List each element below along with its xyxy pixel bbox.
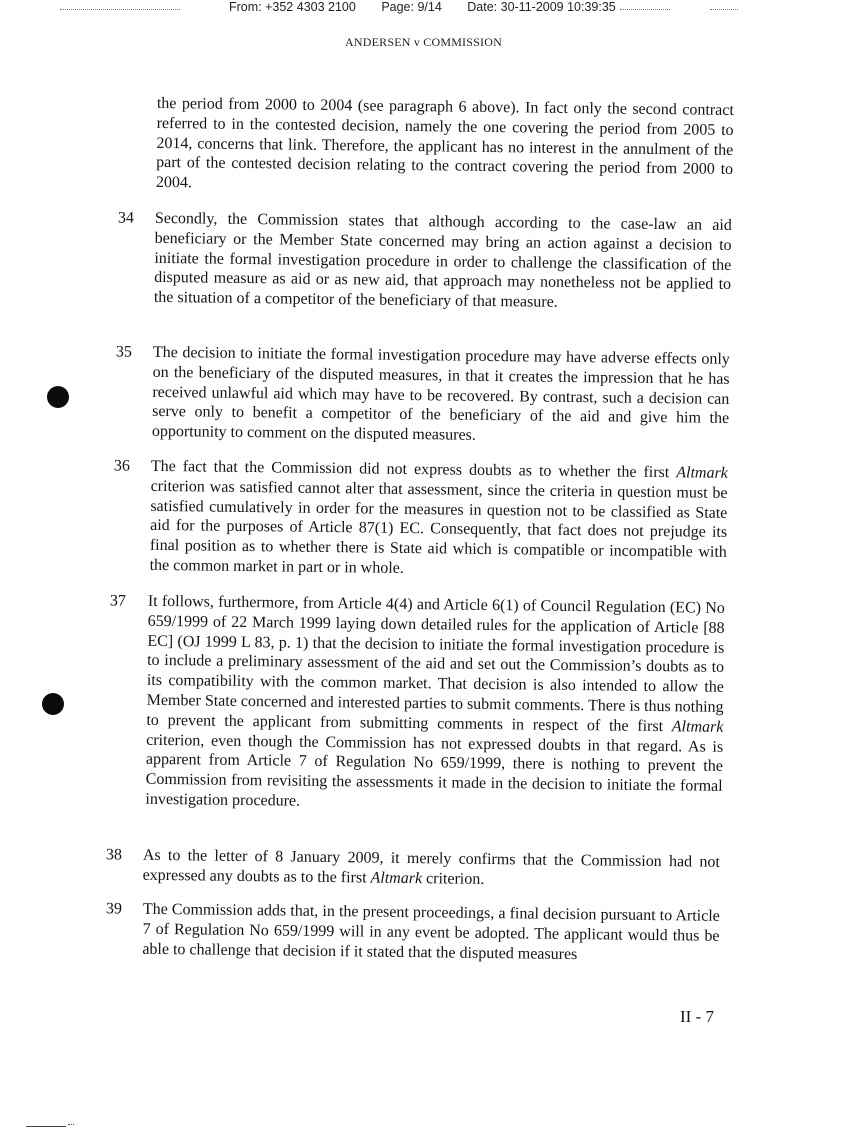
text-before: It follows, furthermore, from Article 4(4) and Article 6(1) of Council Regulation (EC) No 659/1999 of 22 March 1999 laying down detailed rules for the application of Article [88 EC] (OJ 1999 L 83, p. 1) that the decision to initiate the formal investigation procedure is to include a preliminary assessment of the aid and set out the Commission’s doubts as to its compatibility with the common market. That decision is also intended to allow the Member State concerned and interested parties to submit comments. There is thus nothing to prevent the applicant from submitting comments in respect of the first	[146, 592, 725, 735]
paragraph-text: The Commission adds that, in the present proceedings, a final decision pursuant to Article 7 of Regulation No 659/1999 will in any event be adopted. The applicant would thus be able to challenge that decision if it stated that the disputed measures	[142, 900, 720, 963]
punch-hole-mark	[42, 693, 64, 715]
paragraph-number: 34	[117, 209, 134, 227]
paragraph-number: 37	[109, 592, 126, 610]
paragraph-38	[0, 844, 847, 888]
paragraph-37	[0, 590, 847, 810]
paragraph-number: 39	[105, 900, 122, 918]
fax-from: From: +352 4303 2100	[229, 0, 356, 14]
paragraph-number: 38	[105, 846, 122, 864]
bottom-rule	[26, 1126, 66, 1127]
text-before: As to the letter of 8 January 2009, it merely confirms that the Commission had not expressed any doubts as to the first	[142, 846, 720, 887]
fax-noise-left	[60, 9, 180, 14]
fax-page: Page: 9/14	[381, 0, 442, 14]
punch-hole-mark	[47, 386, 69, 408]
fax-noise-right	[710, 9, 738, 14]
fax-noise-mid	[620, 9, 670, 14]
fax-header	[229, 0, 638, 14]
paragraph-34	[0, 207, 847, 312]
paragraph-number: 35	[115, 343, 132, 361]
fax-date: Date: 30-11-2009 10:39:35	[467, 0, 616, 14]
paragraph-39	[0, 898, 847, 963]
text-before: The fact that the Commission did not express doubts as to whether the first	[150, 457, 677, 482]
paragraph-text	[143, 846, 720, 893]
paragraph-36	[0, 455, 847, 577]
paragraph-text: The decision to initiate the formal investigation procedure may have adverse effects only on the beneficiary of the disputed measures, in that it creates the impression that he has received unlawful aid which may have to be recovered. By contrast, such a decision can serve only to benefit a competitor of the beneficiary of the aid and give him the opportunity to comment on the disputed measures.	[151, 343, 730, 445]
italic-term: Altmark	[676, 464, 728, 482]
italic-term: Altmark	[370, 869, 423, 887]
paragraph-text	[145, 592, 725, 817]
text-after: criterion.	[422, 869, 485, 888]
paragraph-text: Secondly, the Commission states that although according to the case-law an aid beneficiary or the Member State concerned may bring an action against a decision to initiate the formal investigation procedure in order to challenge the classification of the disputed measure as aid or as new aid, that approach may nonetheless not be applied to the situation of a competitor of the beneficiary of that measure.	[153, 209, 732, 312]
bottom-dots	[68, 1124, 74, 1125]
paragraph-text	[150, 457, 728, 583]
text-after: criterion, even though the Commission has not expressed doubts in that regard. As is apparent from Article 7 of Regulation No 659/1999, there is nothing to prevent the Commission from revisiting the assessments it made in the decision to initiate the formal investigation procedure.	[145, 731, 724, 810]
page-number: II - 7	[680, 1007, 714, 1026]
text-after: criterion was satisfied cannot alter that assessment, since the criteria in question must be satisfied cumulatively in order for the measures in question not to be classified as State aid for the purposes of Article 87(1) EC. Consequently, that fact does not prejudge its final position as to whether there is State aid which is compatible or incompatible with the common market in part or in whole.	[149, 477, 728, 577]
running-title: ANDERSEN v COMMISSION	[345, 35, 502, 49]
paragraph-number: 36	[113, 457, 130, 475]
italic-term: Altmark	[671, 717, 724, 736]
paragraph-continuation	[0, 92, 847, 192]
paragraph-text: the period from 2000 to 2004 (see paragraph 6 above). In fact only the second contract referred to in the contested decision, namely the one covering the period from 2005 to 2014, concerns that link. Therefore, the applicant has no interest in the annulment of the part of the contested decision relating to the contract covering the period from 2000 to 2004.	[155, 94, 734, 192]
paragraph-35	[0, 341, 847, 445]
